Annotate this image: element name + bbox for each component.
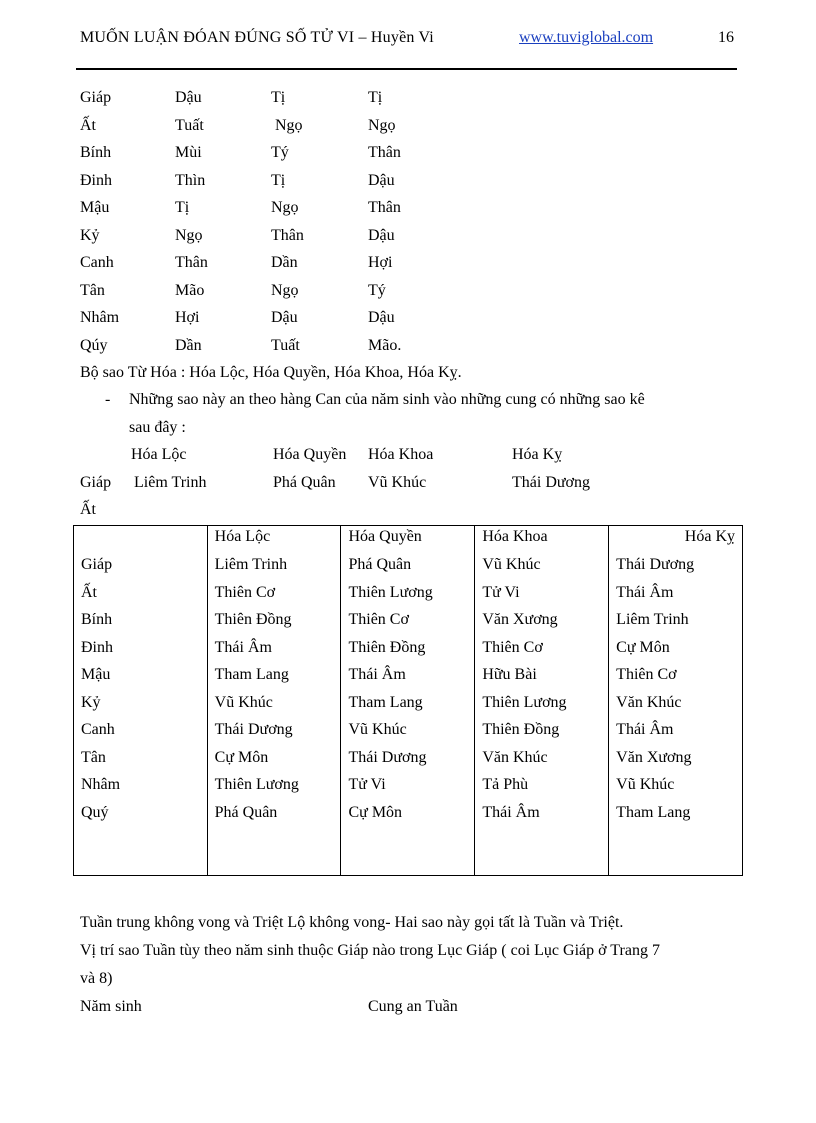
list-cell: Dần	[271, 254, 298, 271]
table-cell: Thái Âm	[341, 666, 475, 694]
table-cell: Thiên Đồng	[475, 721, 609, 749]
table-cell: Thái Dương	[341, 749, 475, 777]
table-cell: Thiên Lương	[341, 584, 475, 612]
draft-header: Hóa Quyền	[273, 446, 347, 463]
table-cell: Tham Lang	[207, 666, 341, 694]
list-cell: Qúy	[80, 337, 108, 354]
list-cell: Tý	[271, 144, 289, 161]
table-cell: Hữu Bài	[475, 666, 609, 694]
bullet-line-2: sau đây :	[129, 419, 186, 436]
list-cell: Giáp	[80, 89, 112, 106]
table-cell: Thiên Lương	[475, 694, 609, 722]
paragraph-vi-tri-line-1: Vị trí sao Tuần tùy theo năm sinh thuộc Giáp nào trong Lục Giáp ( coi Lục Giáp ở Trang 7	[80, 942, 660, 959]
list-cell: Bính	[80, 144, 112, 161]
table-row	[74, 749, 743, 777]
table-cell: Cự Môn	[207, 749, 341, 777]
list-cell: Dậu	[368, 172, 395, 189]
table-cell: Vũ Khúc	[341, 721, 475, 749]
table-cell: Tham Lang	[341, 694, 475, 722]
table-cell: Quý	[74, 804, 208, 876]
page-number: 16	[718, 29, 734, 46]
table-cell: Thái Âm	[475, 804, 609, 876]
table-cell: Liêm Trinh	[609, 611, 743, 639]
document-header-title: MUỐN LUẬN ĐÓAN ĐÚNG SỐ TỬ VI – Huyền Vi	[80, 29, 434, 46]
column-label-nam-sinh: Năm sinh	[80, 998, 142, 1015]
table-row	[74, 804, 743, 876]
list-cell: Hợi	[175, 309, 200, 326]
table-cell: Thiên Đồng	[341, 639, 475, 667]
table-cell: Thái Dương	[609, 556, 743, 584]
table-cell: Nhâm	[74, 776, 208, 804]
column-label-cung-an-tuan: Cung an Tuần	[368, 998, 458, 1015]
table-cell: Liêm Trinh	[207, 556, 341, 584]
table-header-cell: Hóa Kỵ	[609, 526, 743, 557]
table-header-row	[74, 526, 743, 557]
table-cell: Ất	[74, 584, 208, 612]
table-cell: Vũ Khúc	[609, 776, 743, 804]
table-row	[74, 666, 743, 694]
table-cell: Cự Môn	[341, 804, 475, 876]
list-cell: Hợi	[368, 254, 393, 271]
header-divider	[76, 68, 737, 70]
list-cell: Tị	[368, 89, 383, 106]
table-cell: Văn Xương	[609, 749, 743, 777]
table-cell: Thiên Đồng	[207, 611, 341, 639]
list-cell: Thân	[271, 227, 304, 244]
list-cell: Thìn	[175, 172, 206, 189]
table-cell: Giáp	[74, 556, 208, 584]
table-cell: Canh	[74, 721, 208, 749]
list-cell: Thân	[368, 199, 401, 216]
list-cell: Dần	[175, 337, 202, 354]
table-header-cell: Hóa Lộc	[207, 526, 341, 557]
list-cell: Mậu	[80, 199, 110, 216]
table-cell: Tân	[74, 749, 208, 777]
list-cell: Dậu	[368, 309, 395, 326]
draft-cell: Phá Quân	[273, 474, 336, 491]
table-cell: Tham Lang	[609, 804, 743, 876]
table-cell: Phá Quân	[207, 804, 341, 876]
bullet-dash: -	[105, 391, 111, 408]
list-cell: Ngọ	[271, 199, 299, 216]
table-header-cell: Hóa Khoa	[475, 526, 609, 557]
draft-cell: Thái Dương	[512, 474, 591, 491]
table-cell: Văn Khúc	[475, 749, 609, 777]
table-cell: Thái Âm	[609, 721, 743, 749]
list-cell: Mão.	[368, 337, 402, 354]
list-cell: Ngọ	[368, 117, 396, 134]
list-cell: Canh	[80, 254, 114, 271]
table-cell: Thái Âm	[207, 639, 341, 667]
table-cell: Thái Âm	[609, 584, 743, 612]
list-cell: Ngọ	[271, 282, 299, 299]
list-cell: Tân	[80, 282, 105, 299]
table-cell: Thiên Cơ	[207, 584, 341, 612]
list-cell: Mão	[175, 282, 205, 299]
table-cell: Tả Phù	[475, 776, 609, 804]
list-cell: Tý	[368, 282, 386, 299]
table-cell: Thiên Cơ	[475, 639, 609, 667]
intro-text: Bộ sao Từ Hóa : Hóa Lộc, Hóa Quyền, Hóa Khoa, Hóa Kỵ.	[80, 364, 462, 381]
list-cell: Dậu	[175, 89, 202, 106]
table-cell: Cự Môn	[609, 639, 743, 667]
draft-next-label: Ất	[80, 501, 96, 518]
table-cell: Đinh	[74, 639, 208, 667]
list-cell: Nhâm	[80, 309, 120, 326]
list-cell: Đinh	[80, 172, 112, 189]
draft-cell: Liêm Trinh	[134, 474, 207, 491]
table-row	[74, 639, 743, 667]
table-cell: Kỷ	[74, 694, 208, 722]
table-header-cell: Hóa Quyền	[341, 526, 475, 557]
table-header-cell	[74, 526, 208, 557]
table-cell: Vũ Khúc	[207, 694, 341, 722]
table-cell: Văn Xương	[475, 611, 609, 639]
list-cell: Tị	[271, 172, 286, 189]
table-cell: Văn Khúc	[609, 694, 743, 722]
bullet-line-1: Những sao này an theo hàng Can của năm sinh vào những cung có những sao kê	[129, 391, 645, 408]
list-cell: Ất	[80, 117, 96, 134]
list-cell: Dậu	[368, 227, 395, 244]
list-cell: Tị	[175, 199, 190, 216]
table-row	[74, 694, 743, 722]
draft-header: Hóa Khoa	[368, 446, 434, 463]
table-row	[74, 611, 743, 639]
list-cell: Tị	[271, 89, 286, 106]
draft-row-label: Giáp	[80, 474, 112, 491]
table-cell: Thiên Lương	[207, 776, 341, 804]
list-cell: Kỷ	[80, 227, 100, 244]
paragraph-vi-tri-line-2: và 8)	[80, 970, 113, 987]
list-cell: Thân	[175, 254, 208, 271]
table-row	[74, 721, 743, 749]
list-cell: Ngọ	[275, 117, 303, 134]
table-cell: Phá Quân	[341, 556, 475, 584]
table-row	[74, 776, 743, 804]
table-row	[74, 556, 743, 584]
website-link[interactable]: www.tuviglobal.com	[519, 29, 654, 46]
list-cell: Mùi	[175, 144, 202, 161]
draft-header: Hóa Lộc	[131, 446, 187, 463]
table-cell: Bính	[74, 611, 208, 639]
list-cell: Tuất	[175, 117, 204, 134]
table-cell: Vũ Khúc	[475, 556, 609, 584]
list-cell: Tuất	[271, 337, 300, 354]
table-cell: Thái Dương	[207, 721, 341, 749]
list-cell: Ngọ	[175, 227, 203, 244]
table-cell: Mậu	[74, 666, 208, 694]
table-cell: Tử Vi	[341, 776, 475, 804]
table-cell: Thiên Cơ	[341, 611, 475, 639]
paragraph-tuan-triet: Tuần trung không vong và Triệt Lộ không vong- Hai sao này gọi tất là Tuần và Triệt.	[80, 914, 624, 931]
list-cell: Dậu	[271, 309, 298, 326]
list-cell: Thân	[368, 144, 401, 161]
draft-header: Hóa Kỵ	[512, 446, 563, 463]
table-cell: Thiên Cơ	[609, 666, 743, 694]
tu-hoa-table	[73, 525, 743, 876]
table-row	[74, 584, 743, 612]
draft-cell: Vũ Khúc	[368, 474, 427, 491]
table-cell: Tử Vi	[475, 584, 609, 612]
